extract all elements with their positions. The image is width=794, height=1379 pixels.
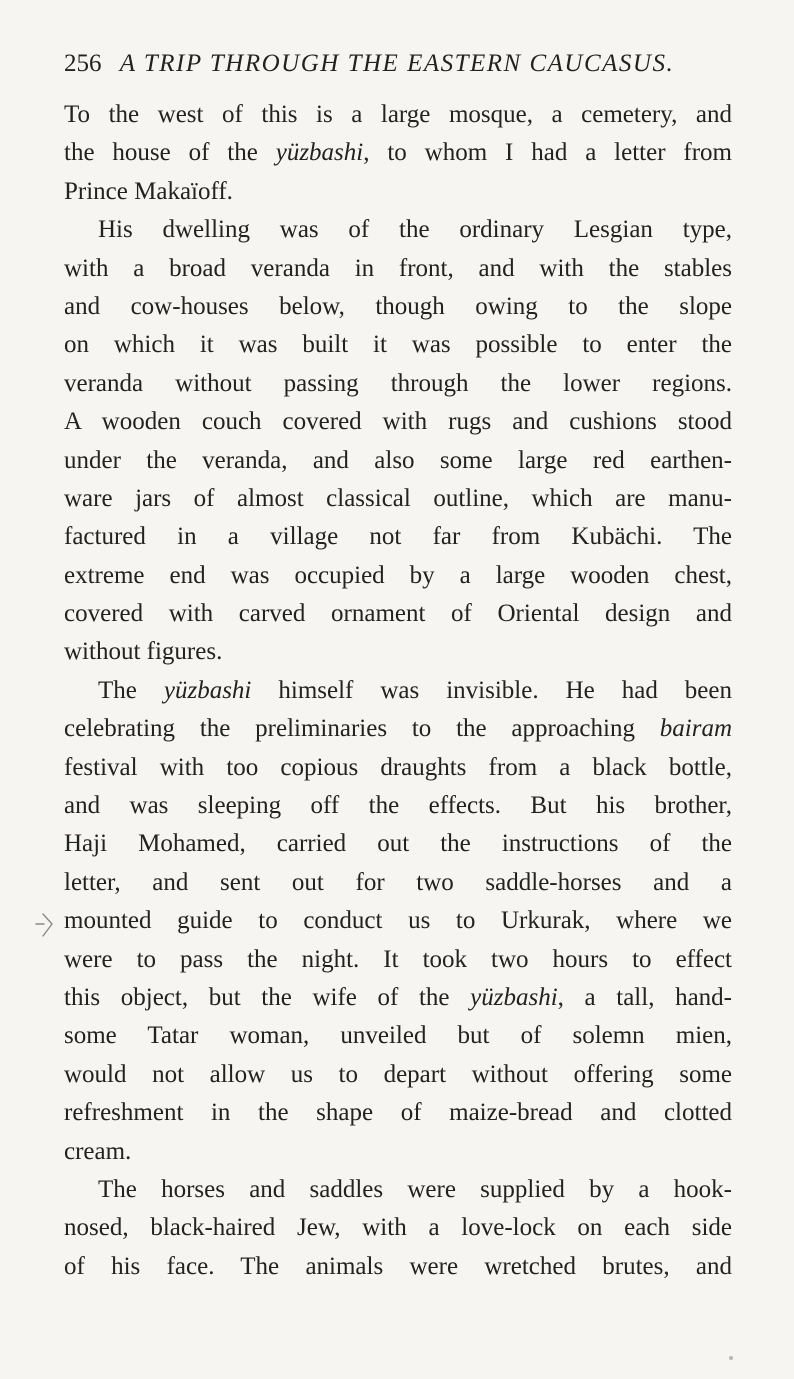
page-number: 256 xyxy=(64,50,102,77)
text-line: The yüzbashi himself was invisible. He had been xyxy=(98,676,732,704)
text-line: Haji Mohamed, carried out the instructions of the xyxy=(64,830,732,858)
text-line: veranda without passing through the lower regions. xyxy=(64,369,732,397)
text-line: covered with carved ornament of Oriental design and xyxy=(64,600,732,628)
text-line: and cow-houses below, though owing to the slope xyxy=(64,292,732,320)
text-line: with a broad veranda in front, and with the stables xyxy=(64,254,732,282)
text-line: on which it was built it was possible to enter the xyxy=(64,331,732,359)
text-line: of his face. The animals were wretched brutes, and xyxy=(64,1252,732,1280)
text-line: would not allow us to depart without offering some xyxy=(64,1060,732,1088)
text-line: ware jars of almost classical outline, which are manu- xyxy=(64,484,732,512)
running-header xyxy=(64,44,744,84)
text-line: The horses and saddles were supplied by a hook- xyxy=(98,1175,732,1203)
text-line: under the veranda, and also some large red earthen- xyxy=(64,446,732,474)
text-line: the house of the yüzbashi, to whom I had a letter from xyxy=(64,139,733,167)
paper-speck xyxy=(729,1356,733,1360)
running-title: A TRIP THROUGH THE EASTERN CAUCASUS. xyxy=(119,50,675,77)
text-line: nosed, black-haired Jew, with a love-lock on each side xyxy=(64,1214,732,1242)
text-line: some Tatar woman, unveiled but of solemn mien, xyxy=(64,1022,732,1050)
text-line: factured in a village not far from Kubächi. The xyxy=(64,523,732,551)
text-line: mounted guide to conduct us to Urkurak, where we xyxy=(64,907,732,935)
text-line: Prince Makaïoff. xyxy=(64,177,233,205)
text-line: were to pass the night. It took two hours to effect xyxy=(64,945,732,973)
body-text xyxy=(64,96,732,1286)
text-line: refreshment in the shape of maize-bread and clotted xyxy=(64,1099,732,1127)
text-line: celebrating the preliminaries to the approaching bairam xyxy=(64,715,732,743)
margin-arrow-icon xyxy=(34,911,60,939)
text-line: and was sleeping off the effects. But his brother, xyxy=(64,792,732,820)
text-line: without figures. xyxy=(64,638,223,666)
text-line: extreme end was occupied by a large wooden chest, xyxy=(64,561,732,589)
text-line: cream. xyxy=(64,1137,132,1165)
text-line: letter, and sent out for two saddle-horses and a xyxy=(64,868,732,896)
text-line: His dwelling was of the ordinary Lesgian type, xyxy=(98,216,732,244)
text-line: this object, but the wife of the yüzbashi, a tall, hand- xyxy=(64,983,733,1011)
text-line: To the west of this is a large mosque, a cemetery, and xyxy=(64,101,732,128)
text-line: festival with too copious draughts from a black bottle, xyxy=(64,753,732,781)
text-line: A wooden couch covered with rugs and cushions stood xyxy=(64,408,732,436)
